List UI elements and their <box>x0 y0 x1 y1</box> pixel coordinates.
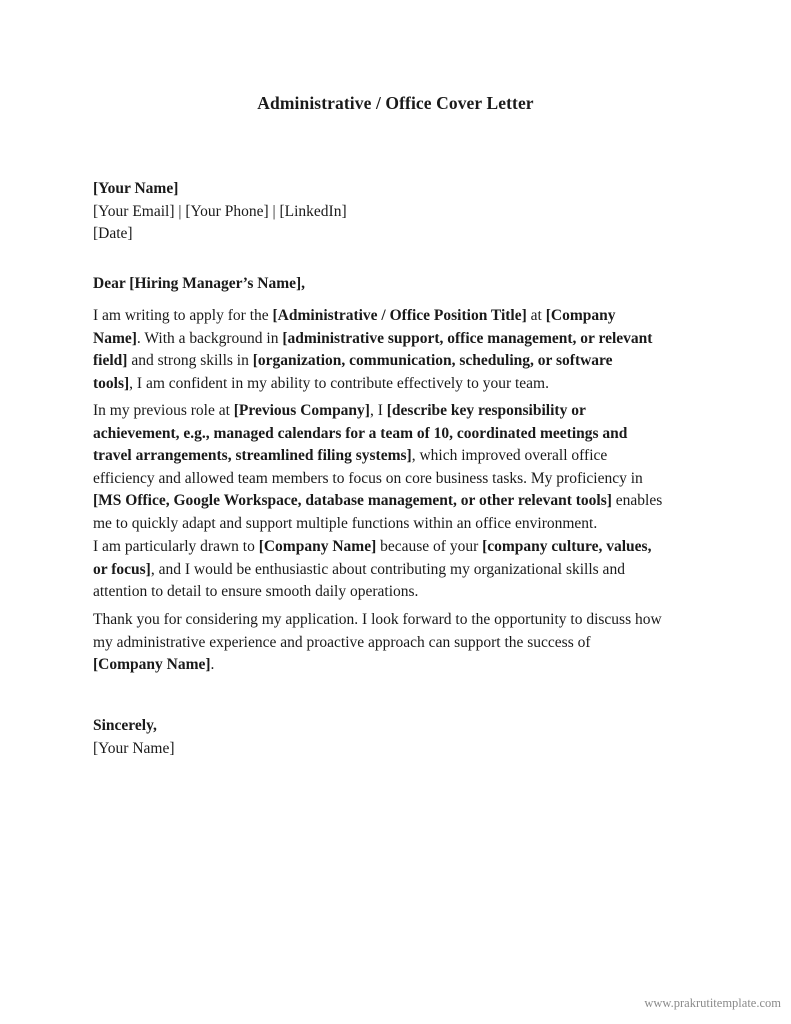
body-text: . With a background in <box>136 329 283 347</box>
paragraph-line <box>93 423 708 446</box>
body-text: I am particularly drawn to <box>93 538 259 555</box>
body-text: and strong skills in <box>127 352 253 369</box>
placeholder-text: [describe key responsibility or <box>386 402 586 419</box>
body-text: me to quickly adapt and support multiple functions within an office environment. <box>93 514 598 532</box>
paragraph-line <box>93 400 708 423</box>
paragraph-line <box>93 350 708 373</box>
body-text: . <box>210 656 215 673</box>
paragraph-1 <box>93 305 708 395</box>
body-text: attention to detail to ensure smooth daily operations. <box>93 583 419 600</box>
placeholder-text: [Company <box>545 307 616 324</box>
body-text: enables <box>611 492 663 509</box>
paragraph-2 <box>93 400 708 535</box>
placeholder-text: [Administrative / Office Position Title] <box>272 307 527 324</box>
paragraph-line <box>93 468 708 491</box>
body-text: efficiency and allowed team members to focus on core business tasks. My proficiency in <box>93 469 643 487</box>
placeholder-text: travel arrangements, streamlined filing systems] <box>93 447 412 464</box>
placeholder-text: [MS Office, Google Workspace, database management, or other relevant tools] <box>93 492 612 509</box>
paragraph-3 <box>93 536 708 604</box>
sender-contact: [Your Email] | [Your Phone] | [LinkedIn] <box>93 202 347 220</box>
placeholder-text: [administrative support, office management, or relevant <box>282 329 653 347</box>
body-text: I am writing to apply for the <box>93 307 273 324</box>
paragraph-line <box>93 654 708 677</box>
paragraph-line <box>93 445 708 468</box>
signature: [Your Name] <box>93 739 175 757</box>
sender-header <box>93 178 708 246</box>
paragraph-line <box>93 536 708 559</box>
paragraph-line <box>93 328 708 351</box>
body-text: , which improved overall office <box>411 447 608 464</box>
placeholder-text: [organization, communication, scheduling, or software <box>252 352 613 369</box>
placeholder-text: tools] <box>93 374 130 392</box>
placeholder-text: [Company Name] <box>258 538 377 555</box>
closing: Sincerely, <box>93 717 157 734</box>
salutation: Dear [Hiring Manager’s Name], <box>93 275 306 292</box>
body-text: my administrative experience and proactive approach can support the success of <box>93 633 591 651</box>
paragraph-line <box>93 513 708 536</box>
placeholder-text: [Company Name] <box>93 656 211 673</box>
paragraph-line <box>93 559 708 582</box>
placeholder-text: or focus] <box>93 560 151 578</box>
closing-block <box>93 715 708 760</box>
body-text: , and I would be enthusiastic about contributing my organizational skills and <box>150 560 625 578</box>
sender-name: [Your Name] <box>93 180 179 197</box>
placeholder-text: achievement, e.g., managed calendars for a team of 10, coordinated meetings and <box>93 424 628 442</box>
placeholder-text: field] <box>93 352 128 369</box>
body-text: because of your <box>376 538 483 555</box>
paragraph-4 <box>93 609 708 677</box>
letter-date: [Date] <box>93 225 133 242</box>
placeholder-text: [company culture, values, <box>482 538 652 555</box>
body-text: , I am confident in my ability to contribute effectively to your team. <box>129 374 549 392</box>
placeholder-text: Name] <box>93 329 137 347</box>
body-text: at <box>526 307 546 324</box>
body-text: In my previous role at <box>93 402 234 419</box>
paragraph-line <box>93 581 708 604</box>
watermark-link[interactable]: www.prakrutitemplate.com <box>644 996 781 1010</box>
paragraph-line <box>93 609 708 632</box>
paragraph-line <box>93 305 708 328</box>
placeholder-text: [Previous Company] <box>233 402 370 419</box>
document-title: Administrative / Office Cover Letter <box>257 93 534 113</box>
paragraph-line <box>93 632 708 655</box>
body-text: , I <box>369 402 387 419</box>
body-text: Thank you for considering my application. I look forward to the opportunity to discuss how <box>93 611 662 628</box>
paragraph-line <box>93 490 708 513</box>
paragraph-line <box>93 373 708 396</box>
